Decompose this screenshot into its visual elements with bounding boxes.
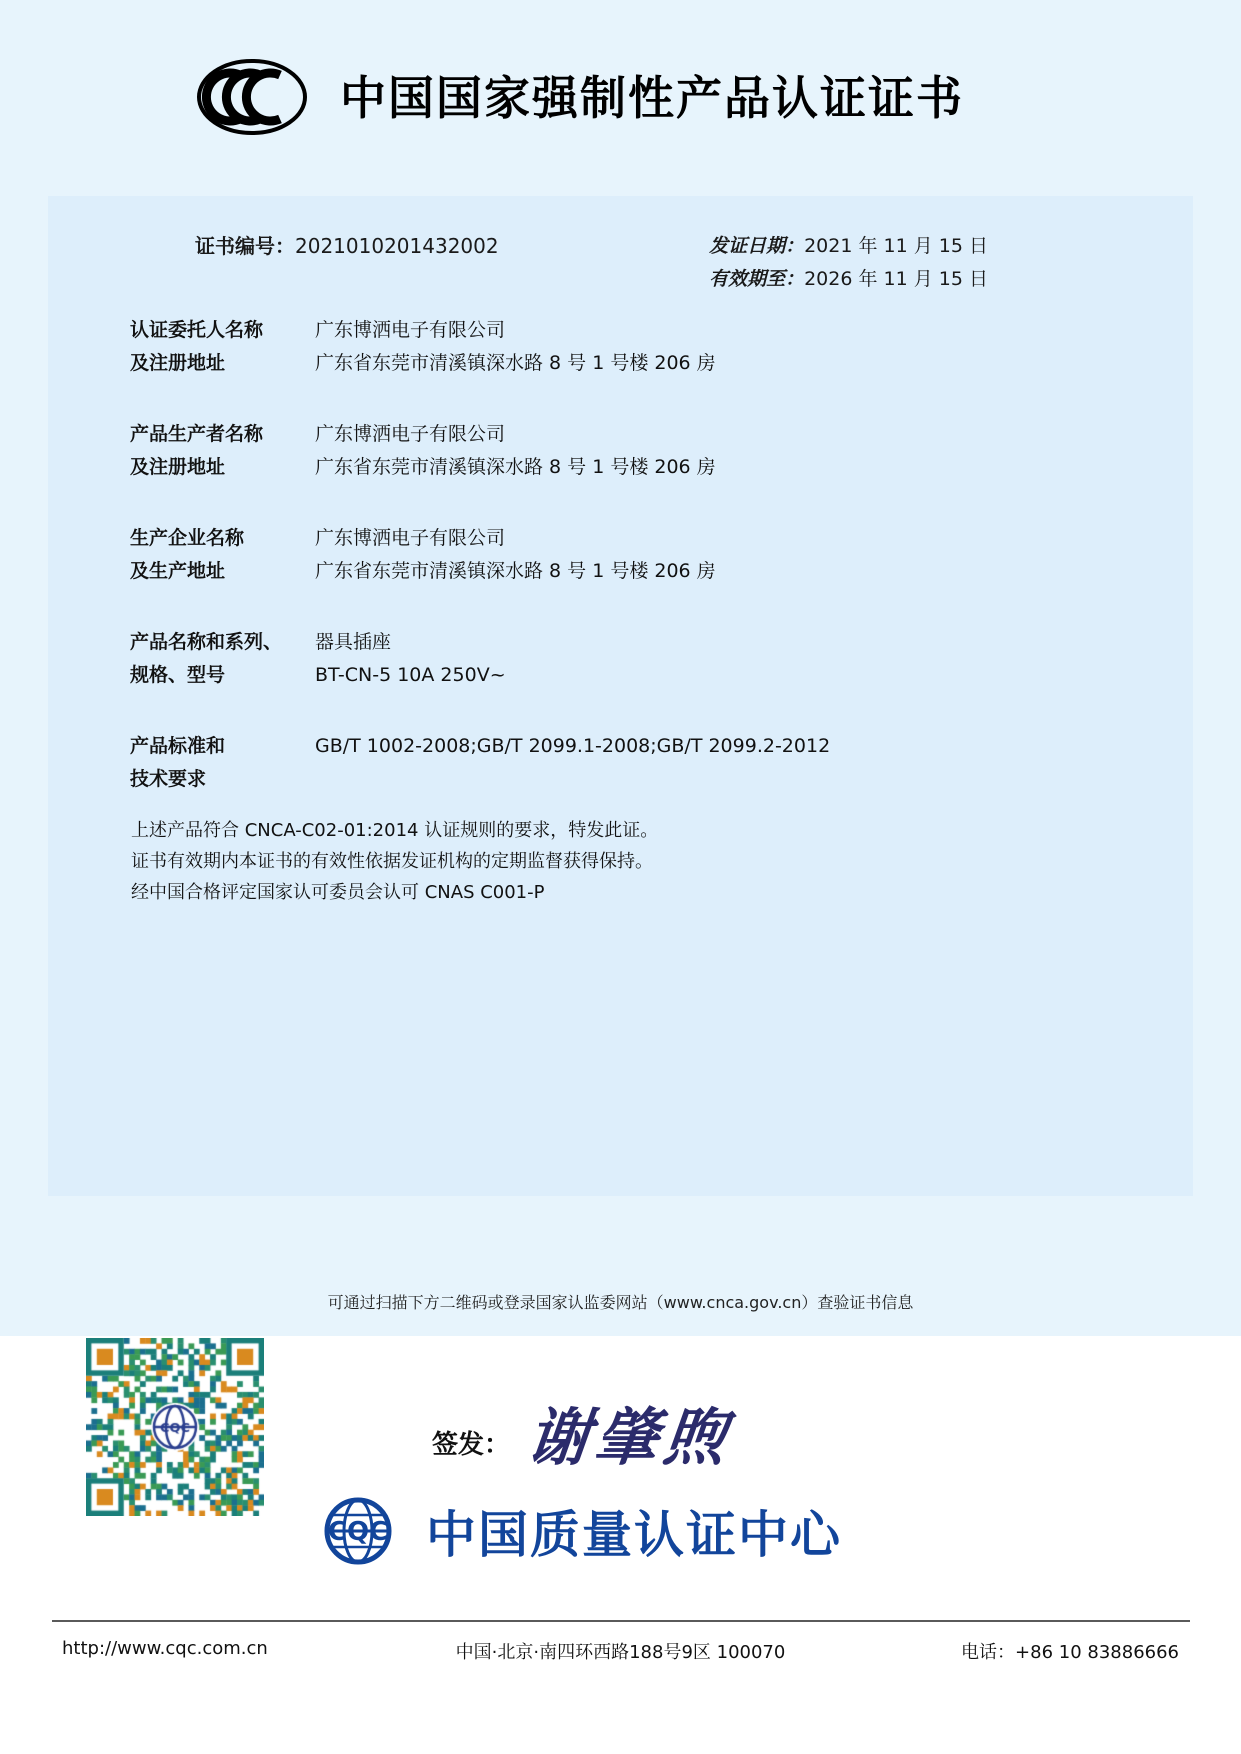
note-line-2: 证书有效期内本证书的有效性依据发证机构的定期监督获得保持。	[131, 851, 653, 872]
certificate-number-value: 2021010201432002	[295, 234, 499, 258]
field-label	[130, 626, 305, 692]
field-label	[130, 418, 305, 484]
cqc-name: 中国质量认证中心	[426, 1506, 842, 1564]
cqc-logo	[300, 1495, 842, 1567]
left-margin-band	[0, 182, 48, 1196]
field-label	[130, 730, 305, 796]
qr-code-canvas	[86, 1338, 264, 1516]
note-line-1: 上述产品符合 CNCA-C02-01:2014 认证规则的要求，特发此证。	[131, 820, 659, 841]
valid-until-value: 2026 年 11 月 15 日	[804, 268, 988, 290]
field-label-line1: 产品名称和系列、	[130, 631, 283, 653]
certificate-number-label: 证书编号：	[195, 234, 295, 258]
certificate-number	[195, 230, 499, 259]
field-label	[130, 314, 305, 380]
field-label-line1: 认证委托人名称	[130, 319, 264, 341]
signature-name: 谢肇煦	[523, 1401, 736, 1474]
issue-date-value: 2021 年 11 月 15 日	[804, 235, 988, 257]
field-value	[315, 522, 1115, 588]
field-label-line2: 及注册地址	[130, 456, 226, 478]
lower-band	[0, 1196, 1241, 1336]
field-label	[130, 522, 305, 588]
field-label-line2: 规格、型号	[130, 664, 226, 686]
field-value-line2: BT-CN-5 10A 250V~	[315, 664, 506, 686]
signature-label: 签发：	[432, 1430, 511, 1460]
cqc-globe-icon	[300, 1495, 416, 1567]
footer-address: 中国·北京·南四环西路188号9区 100070	[455, 1642, 786, 1663]
field-value-line1: 广东博洒电子有限公司	[315, 527, 506, 549]
footer-divider	[52, 1620, 1190, 1622]
field-label-line1: 产品标准和	[130, 735, 226, 757]
field-label-line1: 生产企业名称	[130, 527, 245, 549]
field-value	[315, 730, 1115, 763]
field-value-line1: 广东博洒电子有限公司	[315, 423, 506, 445]
footer-phone: 电话：+86 10 83886666	[961, 1642, 1179, 1663]
field-label-line1: 产品生产者名称	[130, 423, 264, 445]
field-value	[315, 418, 1115, 484]
right-margin-band	[1193, 182, 1241, 1196]
field-value-line1: GB/T 1002-2008;GB/T 2099.1-2008;GB/T 2099.2-2012	[315, 735, 831, 757]
valid-until-label: 有效期至：	[709, 268, 805, 290]
field-value-line2: 广东省东莞市清溪镇深水路 8 号 1 号楼 206 房	[315, 456, 716, 478]
issue-dates	[709, 230, 988, 296]
issue-date-row	[709, 230, 988, 263]
field-value-line2: 广东省东莞市清溪镇深水路 8 号 1 号楼 206 房	[315, 352, 716, 374]
field-label-line2: 技术要求	[130, 768, 207, 790]
field-label-line2: 及生产地址	[130, 560, 226, 582]
field-value-line1: 广东博洒电子有限公司	[315, 319, 506, 341]
footer-website[interactable]: http://www.cqc.com.cn	[62, 1638, 268, 1659]
qr-code	[86, 1338, 264, 1516]
ccc-logo-icon	[196, 58, 308, 136]
field-value-line2: 广东省东莞市清溪镇深水路 8 号 1 号楼 206 房	[315, 560, 716, 582]
field-value	[315, 626, 1115, 692]
field-value	[315, 314, 1115, 380]
certificate-notes	[131, 815, 658, 908]
header-band-extension	[0, 182, 1241, 196]
svg-text:CQC: CQC	[327, 1517, 389, 1547]
valid-until-row	[709, 263, 988, 296]
page-title: 中国国家强制性产品认证证书	[340, 71, 964, 125]
issue-date-label: 发证日期：	[709, 235, 805, 257]
field-label-line2: 及注册地址	[130, 352, 226, 374]
note-line-3: 经中国合格评定国家认可委员会认可 CNAS C001-P	[131, 882, 545, 903]
verification-note: 可通过扫描下方二维码或登录国家认监委网站（www.cnca.gov.cn）查验证书信息	[327, 1293, 914, 1312]
field-value-line1: 器具插座	[315, 631, 392, 653]
footer	[0, 1634, 1241, 1674]
